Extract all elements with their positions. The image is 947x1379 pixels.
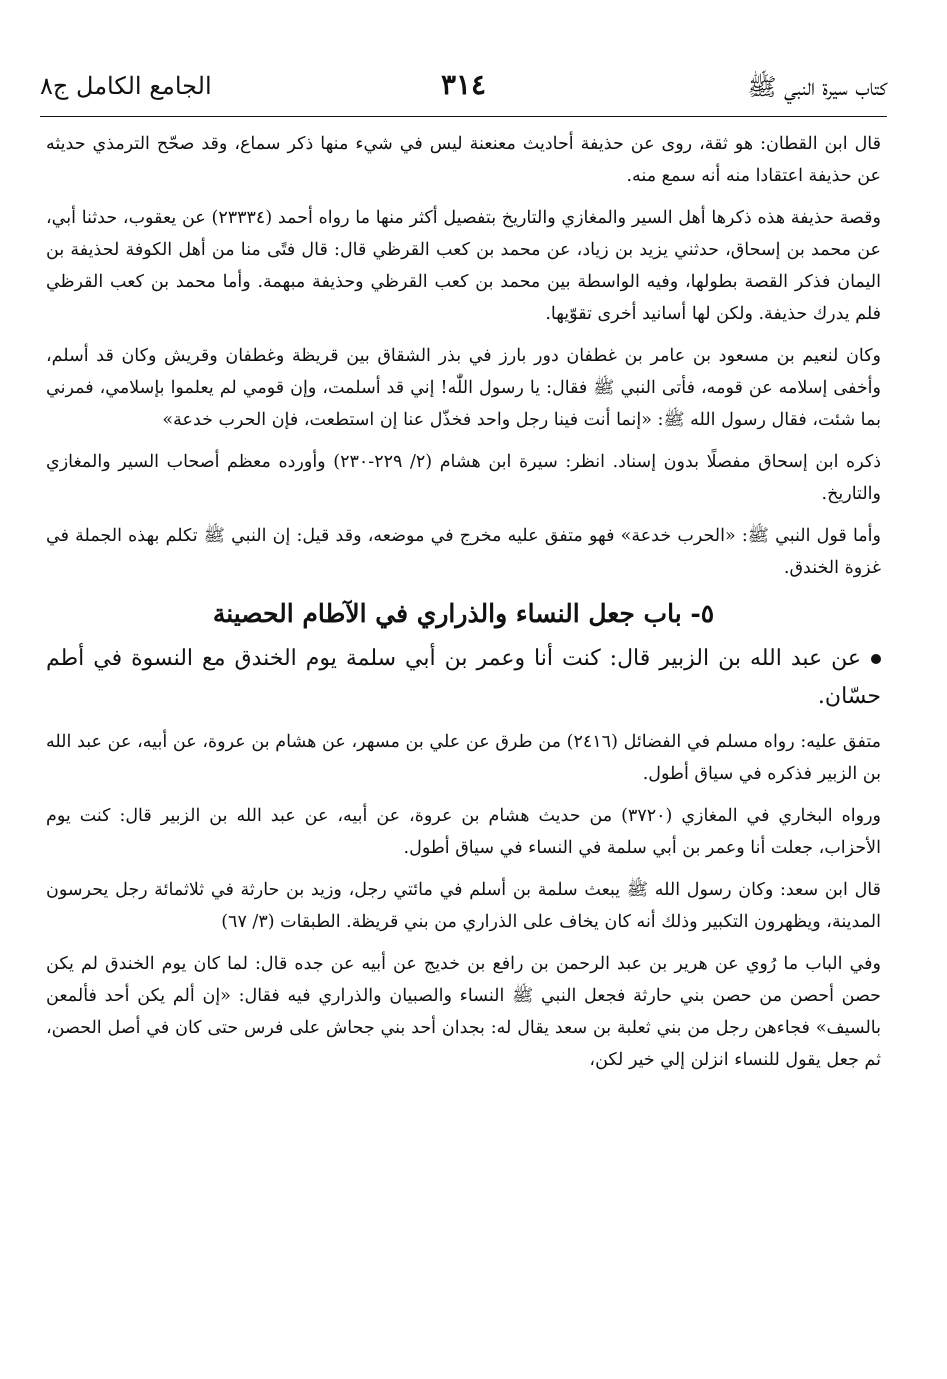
hadith-body: عن عبد الله بن الزبير قال: كنت أنا وعمر بن أبي سلمة يوم الخندق مع النسوة في أطم حسّان. [46, 646, 881, 709]
paragraph-nuaym: وكان لنعيم بن مسعود بن عامر بن غطفان دور بارز في بذر الشقاق بين قريظة وغطفان وقريش وكان قد أسلم، وأخفى إسلامه عن قومه، فأتى النبي ﷺ فقال: يا رسول اللّٰه! إني قد أسلمت، وإن قومي لم يعلموا بإسلامي، فمرني بما شئت، فقال رسول الله ﷺ: «إنما أنت فينا رجل واحد فخذّل عنا إن استطعت، فإن الحرب خدعة» [46, 346, 881, 430]
section-heading: ٥- باب جعل النساء والذراري في الآطام الحصينة [212, 599, 715, 628]
paragraph-ibn-qattan: قال ابن القطان: هو ثقة، روى عن حذيفة أحاديث معنعنة ليس في شيء منها ذكر سماع، وقد صحّح الترمذي حديثه عن حذيفة اعتقادا منه أنه سمع منه. [46, 134, 881, 186]
page-number: ٣١٤ [440, 68, 487, 101]
hadith-text [46, 640, 881, 716]
book-title: كتاب سيرة النبي ﷺ [747, 73, 887, 101]
note-bukhari: ورواه البخاري في المغازي (٣٧٢٠) من حديث هشام بن عروة، عن أبيه، عن عبد الله بن الزبير قال: كنت يوم الأحزاب، جعلت أنا وعمر بن أبي سلمة في النساء في سياق أطول. [46, 806, 881, 858]
paragraph-hudhayfa-story: وقصة حذيفة هذه ذكرها أهل السير والمغازي والتاريخ بتفصيل أكثر منها ما رواه أحمد (٢٣٣٣٤) عن يعقوب، حدثنا أبي، عن محمد بن إسحاق، حدثني يزيد بن زياد، عن محمد بن كعب القرظي قال: قال فتًى منا من أهل الكوفة لحذيفة بن اليمان فذكر القصة بطولها، وفيه الواسطة بين محمد بن كعب القرظي وحذيفة مبهمة. وأما محمد بن كعب القرظي فلم يدرك حذيفة. ولكن لها أسانيد أخرى تقوّيها. [46, 208, 881, 324]
note-bab: وفي الباب ما رُوي عن هرير بن عبد الرحمن بن رافع بن خديج عن أبيه عن جده قال: لما كان يوم الخندق لم يكن حصن أحصن من حصن بني حارثة فجعل النبي ﷺ النساء والصبيان والذراري فيه فقال: «إن ألم يكن أحد فألمعن بالسيف» فجاءهن رجل من بني ثعلبة بن سعد يقال له: بجدان أحد بني جحاش على فرس حتى كان في أصل الحصن، ثم جعل يقول للنساء انزلن إلي خير لكن، [46, 954, 881, 1070]
header-rule [40, 116, 887, 117]
paragraph-war-deception: وأما قول النبي ﷺ: «الحرب خدعة» فهو متفق عليه مخرج في موضعه، وقد قيل: إن النبي ﷺ تكلم بهذه الجملة في غزوة الخندق. [46, 526, 881, 578]
paragraph-ibn-ishaq: ذكره ابن إسحاق مفصلًا بدون إسناد. انظر: سيرة ابن هشام (٢/ ٢٢٩-٢٣٠) وأورده معظم أصحاب السير والمغازي والتاريخ. [46, 452, 881, 504]
page-body [46, 128, 881, 1086]
note-muttafaq: متفق عليه: رواه مسلم في الفضائل (٢٤١٦) من طرق عن علي بن مسهر، عن هشام بن عروة، عن أبيه، عن عبد الله بن الزبير فذكره في سياق أطول. [46, 732, 881, 784]
series-title: الجامع الكامل ج٨ [40, 72, 212, 100]
note-ibn-saad: قال ابن سعد: وكان رسول الله ﷺ يبعث سلمة بن أسلم في مائتي رجل، وزيد بن حارثة في ثلاثمائة رجل يحرسون المدينة، ويظهرون التكبير وذلك أنه كان يخاف على الذراري من بني قريظة. الطبقات (٣/ ٦٧) [46, 880, 881, 932]
page-header [40, 58, 887, 110]
bullet-icon [871, 654, 881, 664]
